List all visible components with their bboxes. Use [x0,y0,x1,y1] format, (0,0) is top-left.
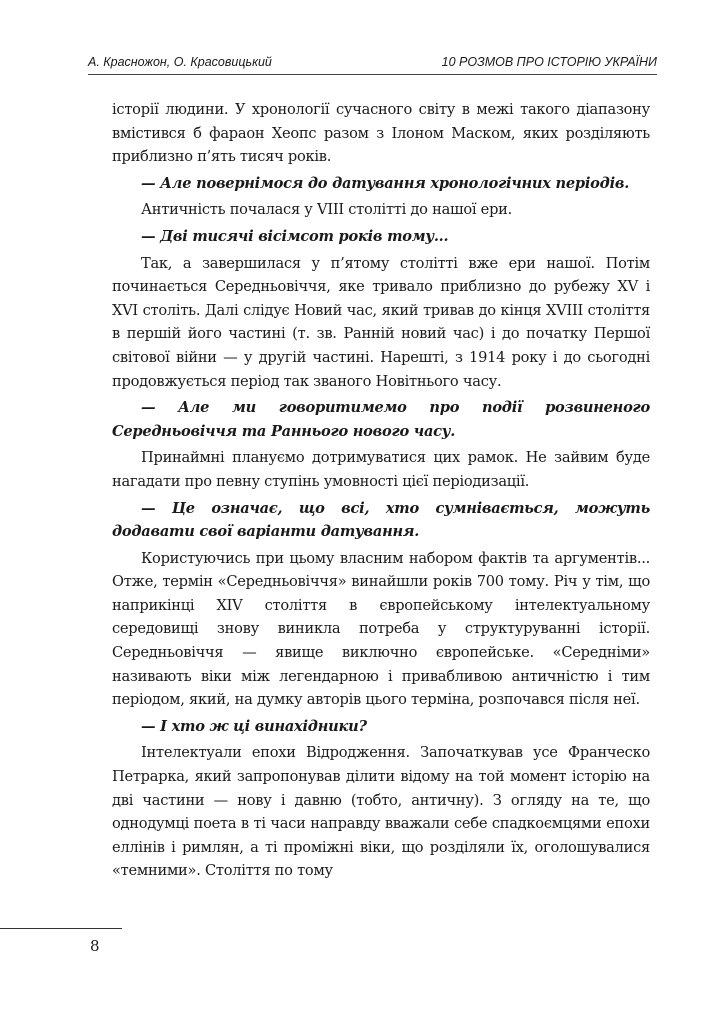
header-book-title: 10 РОЗМОВ ПРО ІСТОРІЮ УКРАЇНИ [441,55,657,69]
interviewer-question: — Дві тисячі вісімсот років тому... [141,227,449,245]
author-answer: Інтелектуали епохи Відродження. Започаткував усе Франческо Петрарка, який запропонував ділити відому на той момент історію на дві частини — нову і давню (тобто, античну). З огляду на те, що однодумці поета в ті часи направду вважали себе спадкоємцями епохи еллінів і римлян, а ті проміжні віки, що розділяли їх, оголошувалися «темними». Століття по тому [112,744,650,880]
author-answer: Античність почалася у VIII столітті до нашої ери. [141,201,513,219]
page-number: 8 [90,937,100,955]
interviewer-question: — Це означає, що всі, хто сумнівається, можуть додавати свої варіанти датування. [112,499,650,541]
interviewer-question: — І хто ж ці винахідники? [141,717,367,735]
header-authors: А. Красножон, О. Красовицький [88,55,272,69]
author-answer: Користуючись при цьому власним набором фактів та аргументів... Отже, термін «Середньовіччя» винайшли років 700 тому. Річ у тім, що наприкінці XIV століття в європейському інтелектуальному середовищі знову виникла потреба у структуруванні історії. Середньовіччя — явище виключно європейське. «Середніми» називають віки між легендарною і привабливою античністю і тим періодом, який, на думку авторів цього терміна, розпочався після неї. [112,549,650,709]
interviewer-question: — Але повернімося до датування хронологічних періодів. [141,174,630,192]
interviewer-question: — Але ми говоритимемо про події розвиненого Середньовіччя та Раннього нового часу. [112,399,650,440]
body-text [112,98,650,886]
author-answer: Принаймні плануємо дотримуватися цих рамок. Не зайвим буде нагадати про певну ступінь умовності цієї періодизації. [112,449,650,490]
footer-rule [0,928,122,929]
paragraph-continued: історії людини. У хронології сучасного світу в межі такого діапазону вмістився б фараон Хеопс разом з Ілоном Маском, яких розділяють приблизно п’ять тисяч років. [112,101,650,166]
author-answer: Так, а завершилася у п’ятому столітті вже ери нашої. Потім починається Середньовіччя, яке тривало приблизно до рубежу XV і XVI століть. Далі слідує Новий час, який тривав до кінця XVIII століття в першій його частині (т. зв. Ранній новий час) і до початку Першої світової війни — у другій частині. Нарешті, з 1914 року і до сьогодні продовжується період так званого Новітнього часу. [112,254,650,390]
running-header [88,54,657,75]
